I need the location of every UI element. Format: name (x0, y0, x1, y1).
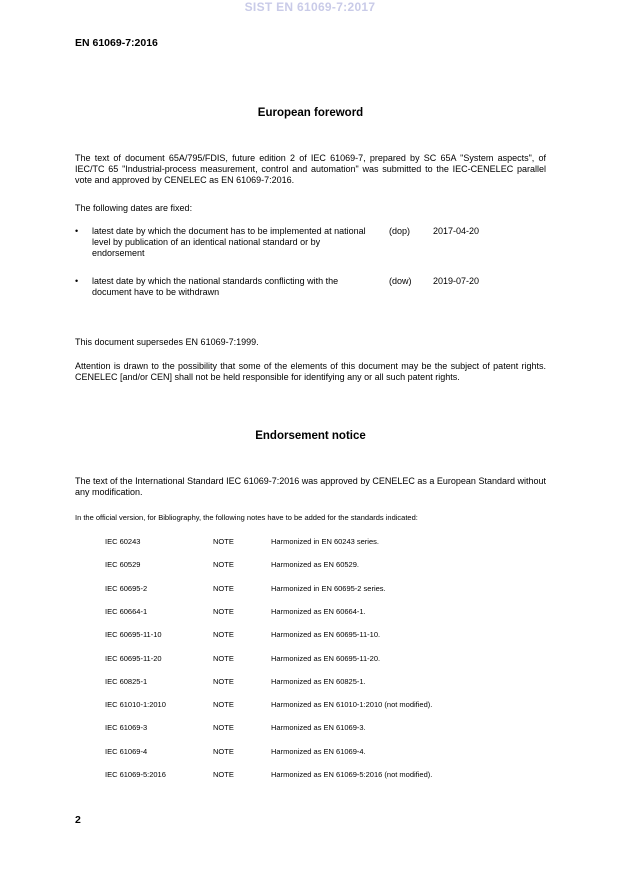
note-label: NOTE (213, 653, 234, 663)
date-value: 2017-04-20 (433, 226, 480, 236)
page-number: 2 (75, 814, 81, 826)
document-id: EN 61069-7:2016 (75, 37, 158, 49)
note-row (105, 630, 505, 640)
note-label: NOTE (213, 700, 234, 710)
note-row (105, 607, 505, 617)
harmonization-text: Harmonized as EN 61010-1:2010 (not modified). (271, 700, 433, 710)
note-row (105, 654, 505, 664)
dates-intro: The following dates are fixed: (75, 203, 193, 213)
note-label: NOTE (213, 676, 234, 686)
standard-reference: IEC 60243 (105, 537, 141, 546)
patent-attention-text: Attention is drawn to the possibility that some of the elements of this document may be the subject of patent rights. CENELEC [and/or CEN] shall not be held responsible for identifying any or all such patent rights. (75, 361, 546, 382)
watermark: SIST EN 61069-7:2017 (244, 0, 376, 14)
note-label: NOTE (213, 630, 234, 640)
note-label: NOTE (213, 770, 234, 779)
note-label: NOTE (213, 723, 234, 733)
bibliography-note: In the official version, for Bibliography, the following notes have to be added for the standards indicated: (75, 513, 418, 522)
bullet: • (75, 226, 79, 236)
standard-reference: IEC 60825-1 (105, 676, 148, 686)
endorsement-intro: The text of the International Standard IEC 61069-7:2016 was approved by CENELEC as a European Standard without any modification. (75, 476, 546, 497)
note-row (105, 537, 505, 547)
bullet: • (75, 276, 79, 286)
note-row (105, 700, 505, 710)
harmonization-text: Harmonized as EN 61069-4. (271, 746, 366, 756)
standard-reference: IEC 60695-2 (105, 583, 148, 593)
note-label: NOTE (213, 606, 234, 616)
standard-reference: IEC 61010-1:2010 (105, 700, 166, 710)
date-code: (dop) (389, 226, 411, 236)
standard-reference: IEC 60695-11-20 (105, 653, 162, 663)
standard-reference: IEC 60664-1 (105, 606, 148, 616)
standard-reference: IEC 61069-3 (105, 723, 148, 733)
note-label: NOTE (213, 537, 234, 546)
date-code: (dow) (389, 276, 412, 286)
standard-reference: IEC 61069-4 (105, 746, 148, 756)
note-row (105, 770, 505, 780)
note-row (105, 723, 505, 733)
endorsement-title: Endorsement notice (255, 430, 366, 442)
harmonization-text: Harmonized as EN 60529. (271, 560, 359, 570)
standard-reference: IEC 60695-11-10 (105, 630, 162, 640)
date-description: latest date by which the document has to be implemented at national level by publication of an identical national standard or by endorsement (92, 226, 366, 258)
standard-reference: IEC 61069-5:2016 (105, 770, 166, 779)
harmonization-text: Harmonized in EN 60243 series. (271, 537, 379, 546)
harmonization-text: Harmonized as EN 60695-11-10. (271, 630, 381, 640)
harmonization-text: Harmonized as EN 61069-5:2016 (not modified). (271, 770, 433, 779)
harmonization-text: Harmonized in EN 60695-2 series. (271, 583, 386, 593)
supersedes-text: This document supersedes EN 61069-7:1999. (75, 337, 259, 347)
date-description: latest date by which the national standards conflicting with the document have to be withdrawn (92, 276, 339, 297)
date-value: 2019-07-20 (433, 276, 480, 286)
note-row (105, 584, 505, 594)
note-label: NOTE (213, 583, 234, 593)
harmonization-text: Harmonized as EN 60695-11-20. (271, 653, 381, 663)
standard-reference: IEC 60529 (105, 560, 141, 570)
harmonization-text: Harmonized as EN 61069-3. (271, 723, 366, 733)
foreword-title: European foreword (257, 107, 364, 119)
note-row (105, 677, 505, 687)
foreword-intro: The text of document 65A/795/FDIS, future edition 2 of IEC 61069-7, prepared by SC 65A "System aspects", of IEC/TC 65 "Industrial-process measurement, control and automation" was submitted to the IEC-CENELEC parallel vote and approved by CENELEC as EN 61069-7:2016. (75, 153, 546, 185)
harmonization-text: Harmonized as EN 60664-1. (271, 606, 366, 616)
harmonization-text: Harmonized as EN 60825-1. (271, 676, 366, 686)
note-label: NOTE (213, 560, 234, 570)
note-label: NOTE (213, 746, 234, 756)
note-row (105, 747, 505, 757)
note-row (105, 560, 505, 570)
